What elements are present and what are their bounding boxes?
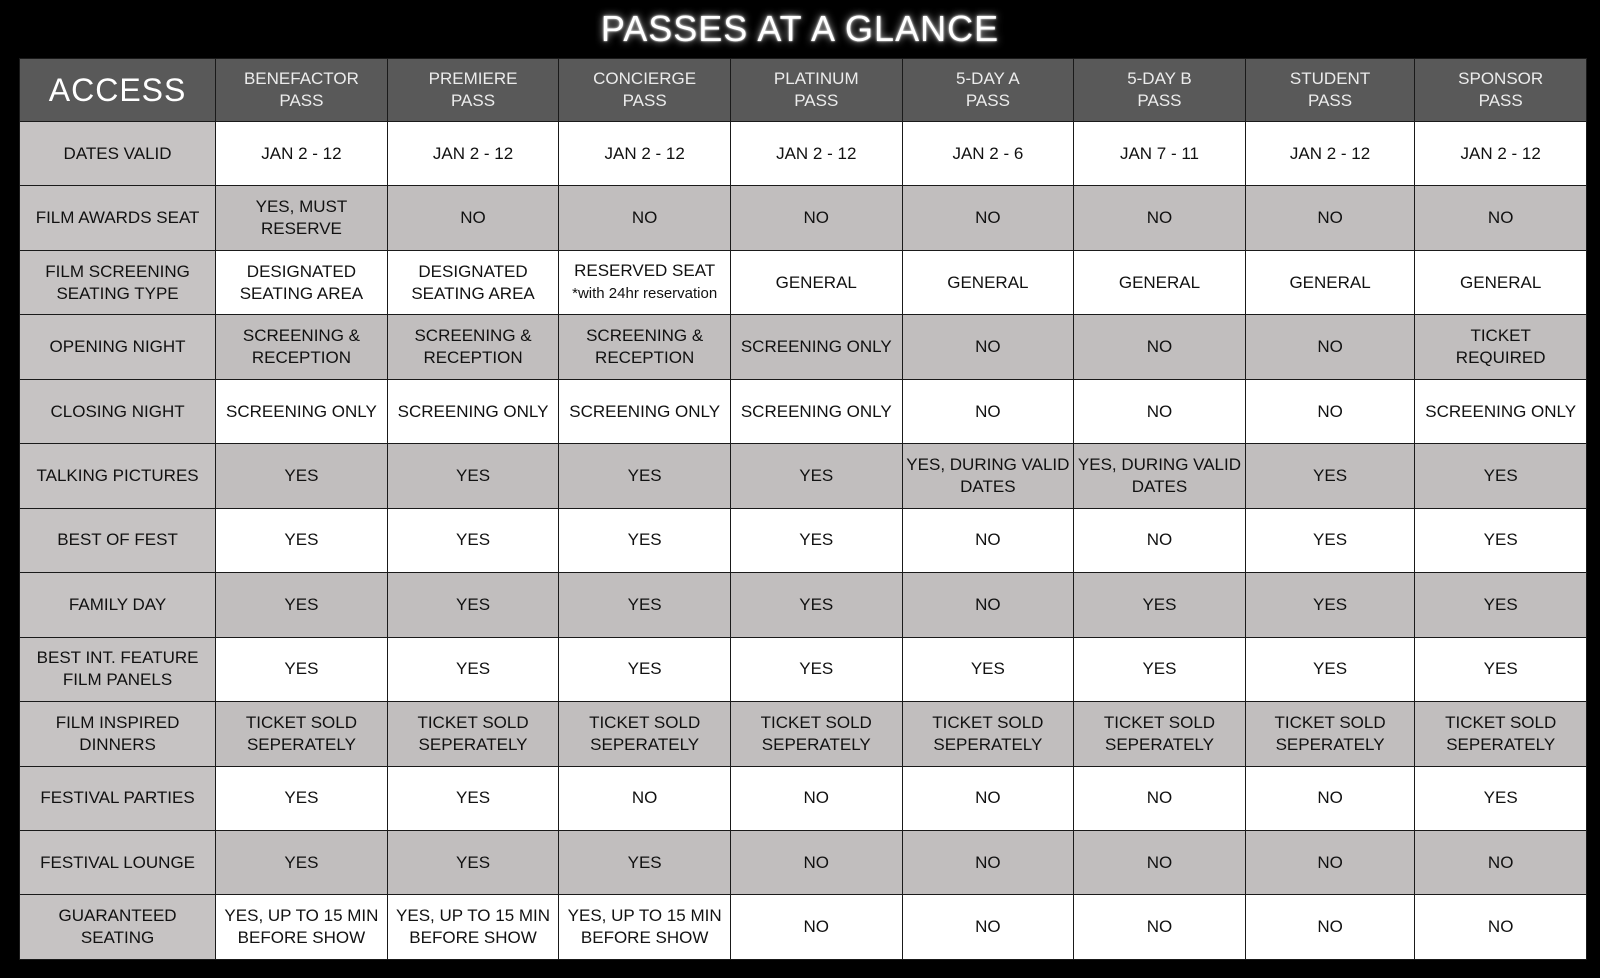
cell-value: YES bbox=[1483, 788, 1518, 808]
header-row bbox=[20, 59, 1587, 122]
row-label: CLOSING NIGHT bbox=[20, 379, 216, 443]
cell-value: NO bbox=[1146, 401, 1173, 421]
row-label: OPENING NIGHT bbox=[20, 315, 216, 379]
table-body bbox=[20, 122, 1587, 960]
cell-student bbox=[1245, 444, 1415, 508]
cell-5-day-a bbox=[902, 379, 1074, 443]
row-label: GUARANTEED SEATING bbox=[20, 895, 216, 960]
cell-value: JAN 2 - 12 bbox=[432, 143, 514, 163]
cell-5-day-a bbox=[902, 186, 1074, 250]
cell-student bbox=[1245, 508, 1415, 572]
row-label: TALKING PICTURES bbox=[20, 444, 216, 508]
cell-value: NO bbox=[975, 852, 1001, 872]
cell-5-day-b bbox=[1074, 637, 1246, 701]
cell-student bbox=[1245, 250, 1415, 314]
cell-value: TICKET SOLD SEPERATELY bbox=[1103, 712, 1216, 754]
cell-value: YES bbox=[970, 659, 1005, 679]
cell-benefactor bbox=[216, 508, 388, 572]
column-header-5-day-a-pass: 5-DAY A PASS bbox=[902, 59, 1074, 122]
cell-platinum bbox=[730, 895, 902, 960]
column-header-concierge-pass: CONCIERGE PASS bbox=[559, 59, 731, 122]
cell-value: YES bbox=[284, 594, 319, 614]
cell-value: SCREENING & RECEPTION bbox=[586, 326, 704, 368]
cell-sponsor bbox=[1415, 122, 1587, 186]
row-label: FILM SCREENING SEATING TYPE bbox=[20, 250, 216, 314]
cell-value: JAN 2 - 6 bbox=[952, 143, 1024, 163]
cell-student bbox=[1245, 379, 1415, 443]
cell-value: SCREENING ONLY bbox=[397, 401, 549, 421]
cell-benefactor bbox=[216, 573, 388, 637]
cell-value: NO bbox=[975, 208, 1001, 228]
cell-value: YES bbox=[284, 659, 319, 679]
cell-premiere bbox=[387, 379, 559, 443]
cell-5-day-a bbox=[902, 766, 1074, 830]
cell-benefactor bbox=[216, 895, 388, 960]
cell-sponsor bbox=[1415, 186, 1587, 250]
cell-value: GENERAL bbox=[775, 272, 857, 292]
cell-sponsor bbox=[1415, 637, 1587, 701]
cell-platinum bbox=[730, 250, 902, 314]
table-row bbox=[20, 379, 1587, 443]
cell-premiere bbox=[387, 766, 559, 830]
cell-5-day-b bbox=[1074, 444, 1246, 508]
cell-student bbox=[1245, 122, 1415, 186]
cell-value: NO bbox=[803, 788, 829, 808]
row-label: FILM INSPIRED DINNERS bbox=[20, 702, 216, 766]
cell-value: YES, UP TO 15 MIN BEFORE SHOW bbox=[396, 906, 551, 948]
cell-student bbox=[1245, 830, 1415, 894]
cell-concierge bbox=[559, 895, 731, 960]
cell-concierge bbox=[559, 766, 731, 830]
table-row bbox=[20, 250, 1587, 314]
cell-student bbox=[1245, 702, 1415, 766]
cell-sponsor bbox=[1415, 766, 1587, 830]
cell-value: YES bbox=[1483, 659, 1518, 679]
cell-value: SCREENING ONLY bbox=[1425, 401, 1577, 421]
cell-value: NO bbox=[1146, 337, 1173, 357]
column-header-student-pass: STUDENT PASS bbox=[1245, 59, 1415, 122]
table-row bbox=[20, 830, 1587, 894]
cell-5-day-a bbox=[902, 250, 1074, 314]
access-header: ACCESS bbox=[20, 59, 216, 122]
row-label: FESTIVAL LOUNGE bbox=[20, 830, 216, 894]
cell-premiere bbox=[387, 573, 559, 637]
cell-value: YES bbox=[456, 530, 491, 550]
table-row bbox=[20, 895, 1587, 960]
table-row bbox=[20, 637, 1587, 701]
cell-value: RESERVED SEAT bbox=[574, 261, 716, 281]
cell-premiere bbox=[387, 895, 559, 960]
table-row bbox=[20, 444, 1587, 508]
table-row bbox=[20, 315, 1587, 379]
cell-benefactor bbox=[216, 186, 388, 250]
cell-student bbox=[1245, 315, 1415, 379]
cell-benefactor bbox=[216, 830, 388, 894]
cell-value: YES bbox=[284, 852, 319, 872]
cell-value: NO bbox=[631, 788, 658, 808]
table-row bbox=[20, 766, 1587, 830]
cell-benefactor bbox=[216, 379, 388, 443]
row-label: DATES VALID bbox=[20, 122, 216, 186]
cell-student bbox=[1245, 895, 1415, 960]
cell-value: YES bbox=[1313, 594, 1348, 614]
row-label: FESTIVAL PARTIES bbox=[20, 766, 216, 830]
cell-concierge bbox=[559, 702, 731, 766]
cell-sponsor bbox=[1415, 379, 1587, 443]
cell-sponsor bbox=[1415, 315, 1587, 379]
cell-value: NO bbox=[1487, 208, 1514, 228]
cell-value: YES bbox=[627, 530, 662, 550]
cell-value: YES bbox=[627, 659, 662, 679]
cell-premiere bbox=[387, 637, 559, 701]
cell-premiere bbox=[387, 444, 559, 508]
cell-value: NO bbox=[975, 337, 1001, 357]
cell-note: *with 24hr reservation bbox=[572, 285, 718, 303]
table-row bbox=[20, 508, 1587, 572]
cell-benefactor bbox=[216, 444, 388, 508]
cell-5-day-a bbox=[902, 122, 1074, 186]
cell-value: NO bbox=[1317, 917, 1343, 937]
cell-value: YES bbox=[799, 659, 834, 679]
cell-value: YES bbox=[456, 594, 491, 614]
cell-sponsor bbox=[1415, 895, 1587, 960]
cell-benefactor bbox=[216, 250, 388, 314]
cell-5-day-b bbox=[1074, 315, 1246, 379]
cell-value: NO bbox=[1317, 852, 1343, 872]
cell-value: JAN 7 - 11 bbox=[1119, 143, 1199, 163]
cell-benefactor bbox=[216, 315, 388, 379]
cell-value: NO bbox=[1317, 208, 1343, 228]
cell-platinum bbox=[730, 766, 902, 830]
cell-value: NO bbox=[1146, 530, 1173, 550]
cell-5-day-b bbox=[1074, 895, 1246, 960]
cell-5-day-a bbox=[902, 444, 1074, 508]
cell-platinum bbox=[730, 508, 902, 572]
cell-5-day-b bbox=[1074, 508, 1246, 572]
cell-premiere bbox=[387, 830, 559, 894]
cell-5-day-b bbox=[1074, 766, 1246, 830]
cell-value: NO bbox=[975, 401, 1001, 421]
cell-value: SCREENING ONLY bbox=[569, 401, 721, 421]
cell-concierge bbox=[559, 379, 731, 443]
cell-concierge bbox=[559, 250, 731, 314]
cell-sponsor bbox=[1415, 573, 1587, 637]
cell-5-day-b bbox=[1074, 186, 1246, 250]
cell-5-day-b bbox=[1074, 830, 1246, 894]
cell-value: YES, MUST RESERVE bbox=[255, 197, 348, 239]
cell-value: YES bbox=[456, 852, 491, 872]
cell-value: YES bbox=[456, 788, 491, 808]
cell-value: NO bbox=[975, 917, 1001, 937]
cell-value: YES bbox=[284, 465, 319, 485]
cell-platinum bbox=[730, 637, 902, 701]
cell-value: TICKET SOLD SEPERATELY bbox=[932, 712, 1044, 754]
cell-value: NO bbox=[1146, 852, 1173, 872]
cell-value: YES bbox=[627, 594, 662, 614]
cell-platinum bbox=[730, 702, 902, 766]
cell-value: YES, DURING VALID DATES bbox=[1077, 454, 1242, 496]
row-label: FAMILY DAY bbox=[20, 573, 216, 637]
cell-value: JAN 2 - 12 bbox=[1460, 143, 1541, 163]
cell-concierge bbox=[559, 122, 731, 186]
cell-platinum bbox=[730, 379, 902, 443]
cell-value: NO bbox=[1317, 788, 1343, 808]
cell-value: YES bbox=[627, 465, 662, 485]
cell-sponsor bbox=[1415, 508, 1587, 572]
cell-premiere bbox=[387, 186, 559, 250]
passes-comparison-table bbox=[19, 58, 1587, 960]
cell-benefactor bbox=[216, 637, 388, 701]
cell-value: TICKET SOLD SEPERATELY bbox=[1274, 712, 1386, 754]
cell-platinum bbox=[730, 186, 902, 250]
cell-value: GENERAL bbox=[947, 272, 1029, 292]
cell-5-day-b bbox=[1074, 702, 1246, 766]
cell-value: YES bbox=[799, 530, 834, 550]
cell-benefactor bbox=[216, 702, 388, 766]
cell-value: SCREENING ONLY bbox=[740, 337, 892, 357]
cell-value: NO bbox=[803, 917, 829, 937]
cell-value: YES, UP TO 15 MIN BEFORE SHOW bbox=[567, 906, 722, 948]
cell-value: NO bbox=[975, 788, 1001, 808]
column-header-premiere-pass: PREMIERE PASS bbox=[387, 59, 559, 122]
cell-value: JAN 2 - 12 bbox=[604, 143, 685, 163]
cell-value: NO bbox=[1146, 208, 1173, 228]
cell-sponsor bbox=[1415, 250, 1587, 314]
cell-value: JAN 2 - 12 bbox=[776, 143, 857, 163]
cell-value: TICKET REQUIRED bbox=[1455, 326, 1546, 368]
cell-value: YES bbox=[1483, 594, 1518, 614]
row-label: FILM AWARDS SEAT bbox=[20, 186, 216, 250]
cell-value: GENERAL bbox=[1289, 272, 1371, 292]
cell-5-day-a bbox=[902, 637, 1074, 701]
cell-value: TICKET SOLD SEPERATELY bbox=[1445, 712, 1557, 754]
table-row bbox=[20, 573, 1587, 637]
cell-value: SCREENING & RECEPTION bbox=[414, 326, 532, 368]
cell-concierge bbox=[559, 637, 731, 701]
cell-student bbox=[1245, 766, 1415, 830]
cell-value: YES bbox=[1483, 465, 1518, 485]
cell-value: YES bbox=[1313, 530, 1348, 550]
cell-5-day-b bbox=[1074, 573, 1246, 637]
cell-value: YES bbox=[1142, 594, 1177, 614]
cell-premiere bbox=[387, 250, 559, 314]
cell-platinum bbox=[730, 573, 902, 637]
column-header-5-day-b-pass: 5-DAY B PASS bbox=[1074, 59, 1246, 122]
cell-value: YES bbox=[1313, 659, 1348, 679]
cell-value: JAN 2 - 12 bbox=[261, 143, 342, 163]
cell-sponsor bbox=[1415, 702, 1587, 766]
cell-5-day-a bbox=[902, 830, 1074, 894]
cell-value: YES bbox=[456, 465, 491, 485]
cell-platinum bbox=[730, 830, 902, 894]
cell-value: NO bbox=[1146, 917, 1173, 937]
cell-concierge bbox=[559, 508, 731, 572]
cell-value: NO bbox=[631, 208, 658, 228]
cell-value: SCREENING & RECEPTION bbox=[242, 326, 360, 368]
column-header-sponsor-pass: SPONSOR PASS bbox=[1415, 59, 1587, 122]
cell-concierge bbox=[559, 315, 731, 379]
cell-premiere bbox=[387, 122, 559, 186]
cell-premiere bbox=[387, 508, 559, 572]
table-row bbox=[20, 702, 1587, 766]
cell-value: DESIGNATED SEATING AREA bbox=[239, 261, 364, 303]
cell-benefactor bbox=[216, 122, 388, 186]
cell-value: NO bbox=[1487, 917, 1514, 937]
cell-5-day-a bbox=[902, 315, 1074, 379]
cell-value: YES bbox=[1483, 530, 1518, 550]
cell-value: TICKET SOLD SEPERATELY bbox=[760, 712, 872, 754]
cell-value: SCREENING ONLY bbox=[740, 401, 892, 421]
cell-value: NO bbox=[803, 852, 829, 872]
cell-value: NO bbox=[1487, 852, 1514, 872]
cell-value: YES bbox=[1313, 465, 1348, 485]
column-header-platinum-pass: PLATINUM PASS bbox=[730, 59, 902, 122]
cell-value: YES, DURING VALID DATES bbox=[906, 454, 1070, 496]
cell-student bbox=[1245, 573, 1415, 637]
cell-5-day-b bbox=[1074, 379, 1246, 443]
cell-value: YES bbox=[799, 594, 834, 614]
cell-value: YES bbox=[1142, 659, 1177, 679]
cell-value: NO bbox=[803, 208, 829, 228]
cell-5-day-a bbox=[902, 702, 1074, 766]
cell-value: NO bbox=[975, 530, 1001, 550]
page-title: PASSES AT A GLANCE bbox=[600, 8, 1000, 49]
cell-concierge bbox=[559, 830, 731, 894]
cell-value: TICKET SOLD SEPERATELY bbox=[245, 712, 357, 754]
cell-value: YES bbox=[284, 788, 319, 808]
cell-value: SCREENING ONLY bbox=[226, 401, 377, 421]
cell-5-day-b bbox=[1074, 250, 1246, 314]
row-label: BEST INT. FEATURE FILM PANELS bbox=[20, 637, 216, 701]
cell-concierge bbox=[559, 444, 731, 508]
cell-value: NO bbox=[1317, 337, 1343, 357]
cell-concierge bbox=[559, 573, 731, 637]
cell-student bbox=[1245, 637, 1415, 701]
cell-value: GENERAL bbox=[1118, 272, 1201, 292]
cell-value: YES bbox=[627, 852, 662, 872]
cell-premiere bbox=[387, 315, 559, 379]
table-row bbox=[20, 186, 1587, 250]
cell-benefactor bbox=[216, 766, 388, 830]
cell-value: YES bbox=[284, 530, 319, 550]
cell-value: TICKET SOLD SEPERATELY bbox=[589, 712, 701, 754]
cell-5-day-a bbox=[902, 895, 1074, 960]
cell-value: YES bbox=[456, 659, 491, 679]
cell-5-day-b bbox=[1074, 122, 1246, 186]
cell-value: NO bbox=[1317, 401, 1343, 421]
cell-platinum bbox=[730, 315, 902, 379]
cell-value: NO bbox=[460, 208, 486, 228]
cell-concierge bbox=[559, 186, 731, 250]
cell-premiere bbox=[387, 702, 559, 766]
cell-value: JAN 2 - 12 bbox=[1289, 143, 1371, 163]
cell-value: YES, UP TO 15 MIN BEFORE SHOW bbox=[224, 906, 379, 948]
cell-platinum bbox=[730, 122, 902, 186]
cell-value: NO bbox=[975, 594, 1001, 614]
cell-sponsor bbox=[1415, 444, 1587, 508]
column-header-benefactor-pass: BENEFACTOR PASS bbox=[216, 59, 388, 122]
table-row bbox=[20, 122, 1587, 186]
cell-value: NO bbox=[1146, 788, 1173, 808]
cell-value: DESIGNATED SEATING AREA bbox=[411, 261, 535, 303]
cell-sponsor bbox=[1415, 830, 1587, 894]
cell-value: GENERAL bbox=[1460, 272, 1542, 292]
cell-5-day-a bbox=[902, 508, 1074, 572]
cell-platinum bbox=[730, 444, 902, 508]
cell-value: YES bbox=[799, 465, 834, 485]
cell-5-day-a bbox=[902, 573, 1074, 637]
row-label: BEST OF FEST bbox=[20, 508, 216, 572]
cell-value: TICKET SOLD SEPERATELY bbox=[417, 712, 529, 754]
cell-student bbox=[1245, 186, 1415, 250]
